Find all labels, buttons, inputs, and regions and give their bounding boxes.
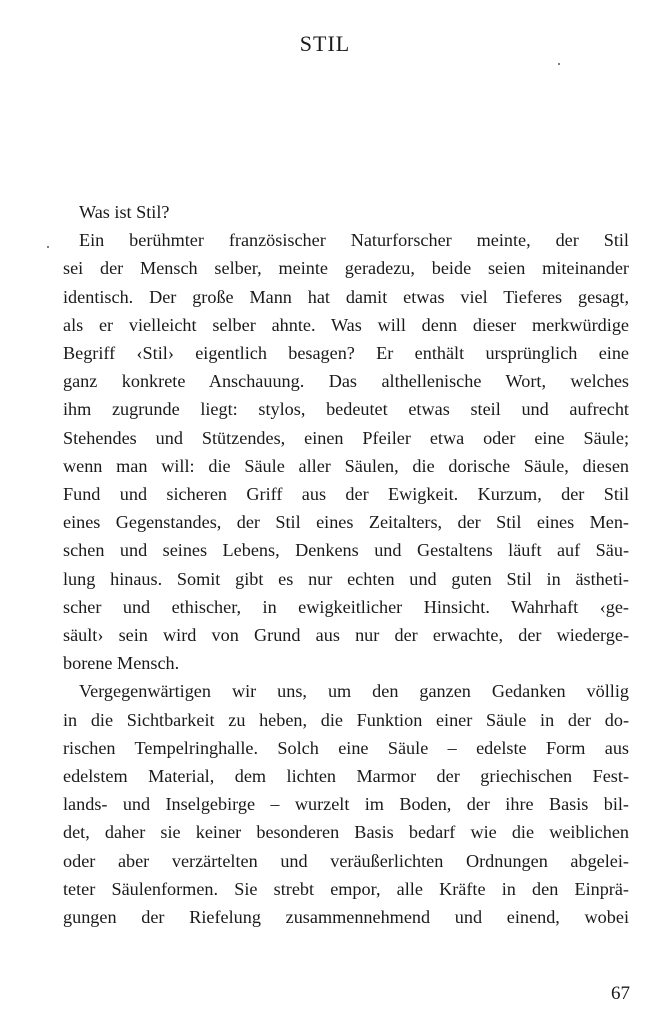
text-line: Was ist Stil? xyxy=(79,202,170,222)
page-number: 67 xyxy=(611,983,630,1004)
text-line: Stehendes und Stützendes, einen Pfeiler etwa oder eine Säule; xyxy=(63,427,629,448)
text-line: in die Sichtbarkeit zu heben, die Funktion einer Säule in der do- xyxy=(63,709,629,730)
text-line: edelstem Material, dem lichten Marmor der griechischen Fest- xyxy=(63,766,629,787)
text-line: als er vielleicht selber ahnte. Was will denn dieser merkwürdige xyxy=(63,314,629,335)
body-text xyxy=(63,198,629,931)
text-line: Ein berühmter französischer Naturforscher meinte, der Stil xyxy=(79,230,629,251)
text-line: scher und ethischer, in ewigkeitlicher Hinsicht. Wahrhaft ‹ge- xyxy=(63,596,629,617)
text-line: eines Gegenstandes, der Stil eines Zeitalters, der Stil eines Men- xyxy=(63,512,629,533)
scan-speck xyxy=(558,63,560,65)
text-line: det, daher sie keiner besonderen Basis bedarf wie die weiblichen xyxy=(63,822,629,843)
text-line: borene Mensch. xyxy=(63,653,180,674)
text-line: identisch. Der große Mann hat damit etwas viel Tieferes gesagt, xyxy=(63,286,629,307)
text-line: schen und seines Lebens, Denkens und Gestaltens läuft auf Säu- xyxy=(63,540,629,561)
text-line: sei der Mensch selber, meinte geradezu, beide seien miteinander xyxy=(63,258,629,279)
text-line: Begriff ‹Stil› eigentlich besagen? Er enthält ursprünglich eine xyxy=(63,343,629,364)
text-line: wenn man will: die Säule aller Säulen, die dorische Säule, diesen xyxy=(63,455,629,476)
running-head: STIL xyxy=(299,31,351,56)
scan-speck xyxy=(47,246,49,248)
text-line: lands- und Inselgebirge – wurzelt im Boden, der ihre Basis bil- xyxy=(63,794,629,815)
text-line: gungen der Riefelung zusammennehmend und einend, wobei xyxy=(63,907,629,928)
text-line: ihm zugrunde liegt: stylos, bedeutet etwas steil und aufrecht xyxy=(63,399,629,420)
text-line: rischen Tempelringhalle. Solch eine Säule – edelste Form aus xyxy=(63,737,629,758)
text-line: oder aber verzärtelten und veräußerlichten Ordnungen abgelei- xyxy=(63,850,629,871)
text-line: säult› sein wird von Grund aus nur der erwachte, der wiederge- xyxy=(63,625,629,646)
text-line: lung hinaus. Somit gibt es nur echten und guten Stil in ästheti- xyxy=(63,568,629,589)
text-line: teter Säulenformen. Sie strebt empor, alle Kräfte in den Einprä- xyxy=(63,878,629,899)
text-line: Fund und sicheren Griff aus der Ewigkeit. Kurzum, der Stil xyxy=(63,484,629,505)
text-line: Vergegenwärtigen wir uns, um den ganzen Gedanken völlig xyxy=(79,681,629,702)
text-line: ganz konkrete Anschauung. Das althellenische Wort, welches xyxy=(63,371,629,392)
